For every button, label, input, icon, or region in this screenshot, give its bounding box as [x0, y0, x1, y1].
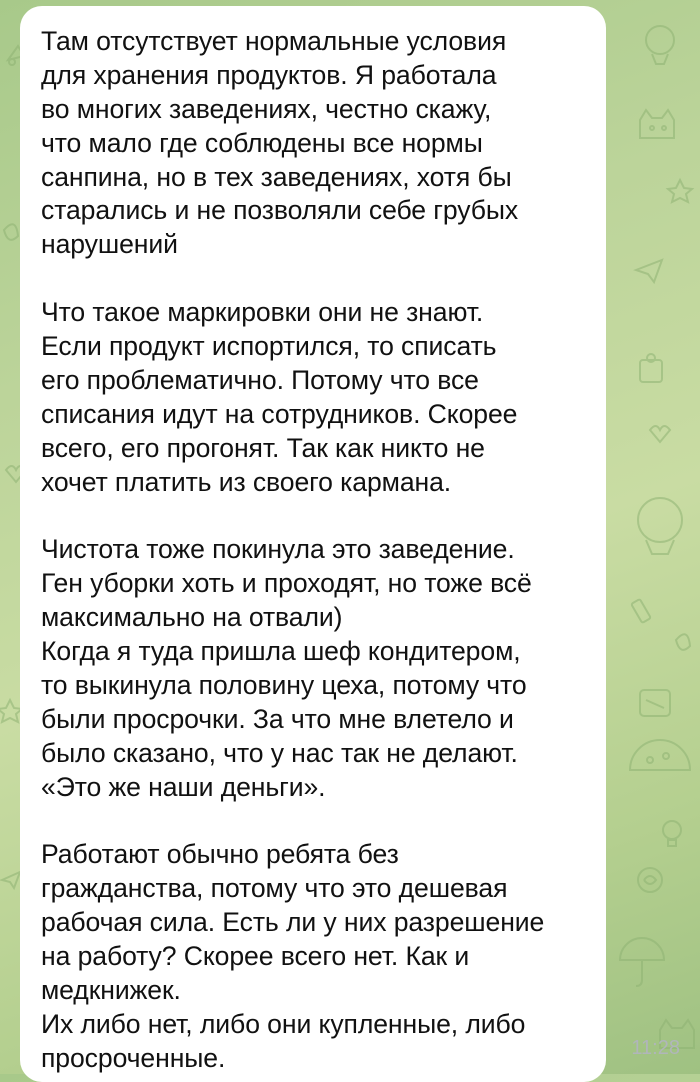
message-line: «Это же наши деньги». — [41, 771, 326, 802]
message-line: Если продукт испортился, то списать — [41, 331, 497, 362]
hot-air-balloon-icon — [638, 498, 682, 554]
message-line: старались и не позволяли себе грубых — [41, 195, 519, 226]
message-text — [41, 25, 586, 1076]
pizza-icon — [630, 740, 690, 770]
message-bubble[interactable] — [20, 6, 606, 1082]
star-icon — [638, 868, 662, 892]
message-line: во многих заведениях, честно скажу, — [41, 93, 492, 124]
message-line: Ген уборки хоть и проходят, но тоже всё — [41, 568, 532, 599]
message-line: санпина, но в тех заведениях, хотя бы — [41, 161, 512, 192]
message-line: Что такое маркировки они не знают. — [41, 297, 484, 328]
message-line: Когда я туда пришла шеф кондитером, — [41, 636, 521, 667]
lightbulb-icon — [663, 821, 681, 846]
star-icon — [0, 700, 22, 722]
message-line: что мало где соблюдены все нормы — [41, 127, 483, 158]
message-line: то выкинула половину цеха, потому что — [41, 669, 527, 700]
umbrella-icon — [620, 938, 664, 986]
puzzle-icon — [640, 690, 670, 716]
message-line: были просрочки. За что мне влетело и — [41, 703, 514, 734]
message-line: для хранения продуктов. Я работала — [41, 59, 497, 90]
message-line: нарушений — [41, 229, 178, 260]
paper-plane-icon — [636, 260, 662, 282]
hot-air-balloon-icon — [646, 26, 674, 64]
message-line: его проблематично. Потому что все — [41, 364, 479, 395]
message-line: Чистота тоже покинула это заведение. — [41, 534, 515, 565]
message-line: Работают обычно ребята без — [41, 839, 399, 870]
message-timestamp: 11:28 — [631, 1037, 680, 1059]
leaf-icon — [676, 634, 690, 650]
star-icon — [668, 180, 692, 202]
message-line: на работу? Скорее всего нет. Как и — [41, 941, 470, 972]
message-line-blank — [41, 499, 586, 533]
heart-icon — [650, 426, 670, 442]
message-line: хочет платить из своего кармана. — [41, 466, 452, 497]
message-line: Там отсутствует нормальные условия — [41, 26, 507, 56]
message-line: всего, его прогонят. Так как никто не — [41, 432, 485, 463]
paper-plane-icon — [2, 872, 20, 888]
message-line: просроченные. — [41, 1042, 226, 1073]
message-line: максимально на отвали) — [41, 602, 343, 633]
leaf-icon — [4, 224, 18, 240]
puzzle-icon — [640, 354, 662, 382]
message-line: медкнижек. — [41, 974, 181, 1005]
message-line: списания идут на сотрудников. Скорее — [41, 398, 518, 429]
message-line: Их либо нет, либо они купленные, либо — [41, 1008, 526, 1039]
message-line-blank — [41, 262, 586, 296]
message-line-blank — [41, 804, 586, 838]
message-line: было сказано, что у нас так не делают. — [41, 737, 518, 768]
message-line: рабочая сила. Есть ли у них разрешение — [41, 907, 545, 938]
flashlight-icon — [631, 599, 651, 623]
message-line: гражданства, потому что это дешевая — [41, 873, 508, 904]
cat-icon — [640, 110, 674, 138]
